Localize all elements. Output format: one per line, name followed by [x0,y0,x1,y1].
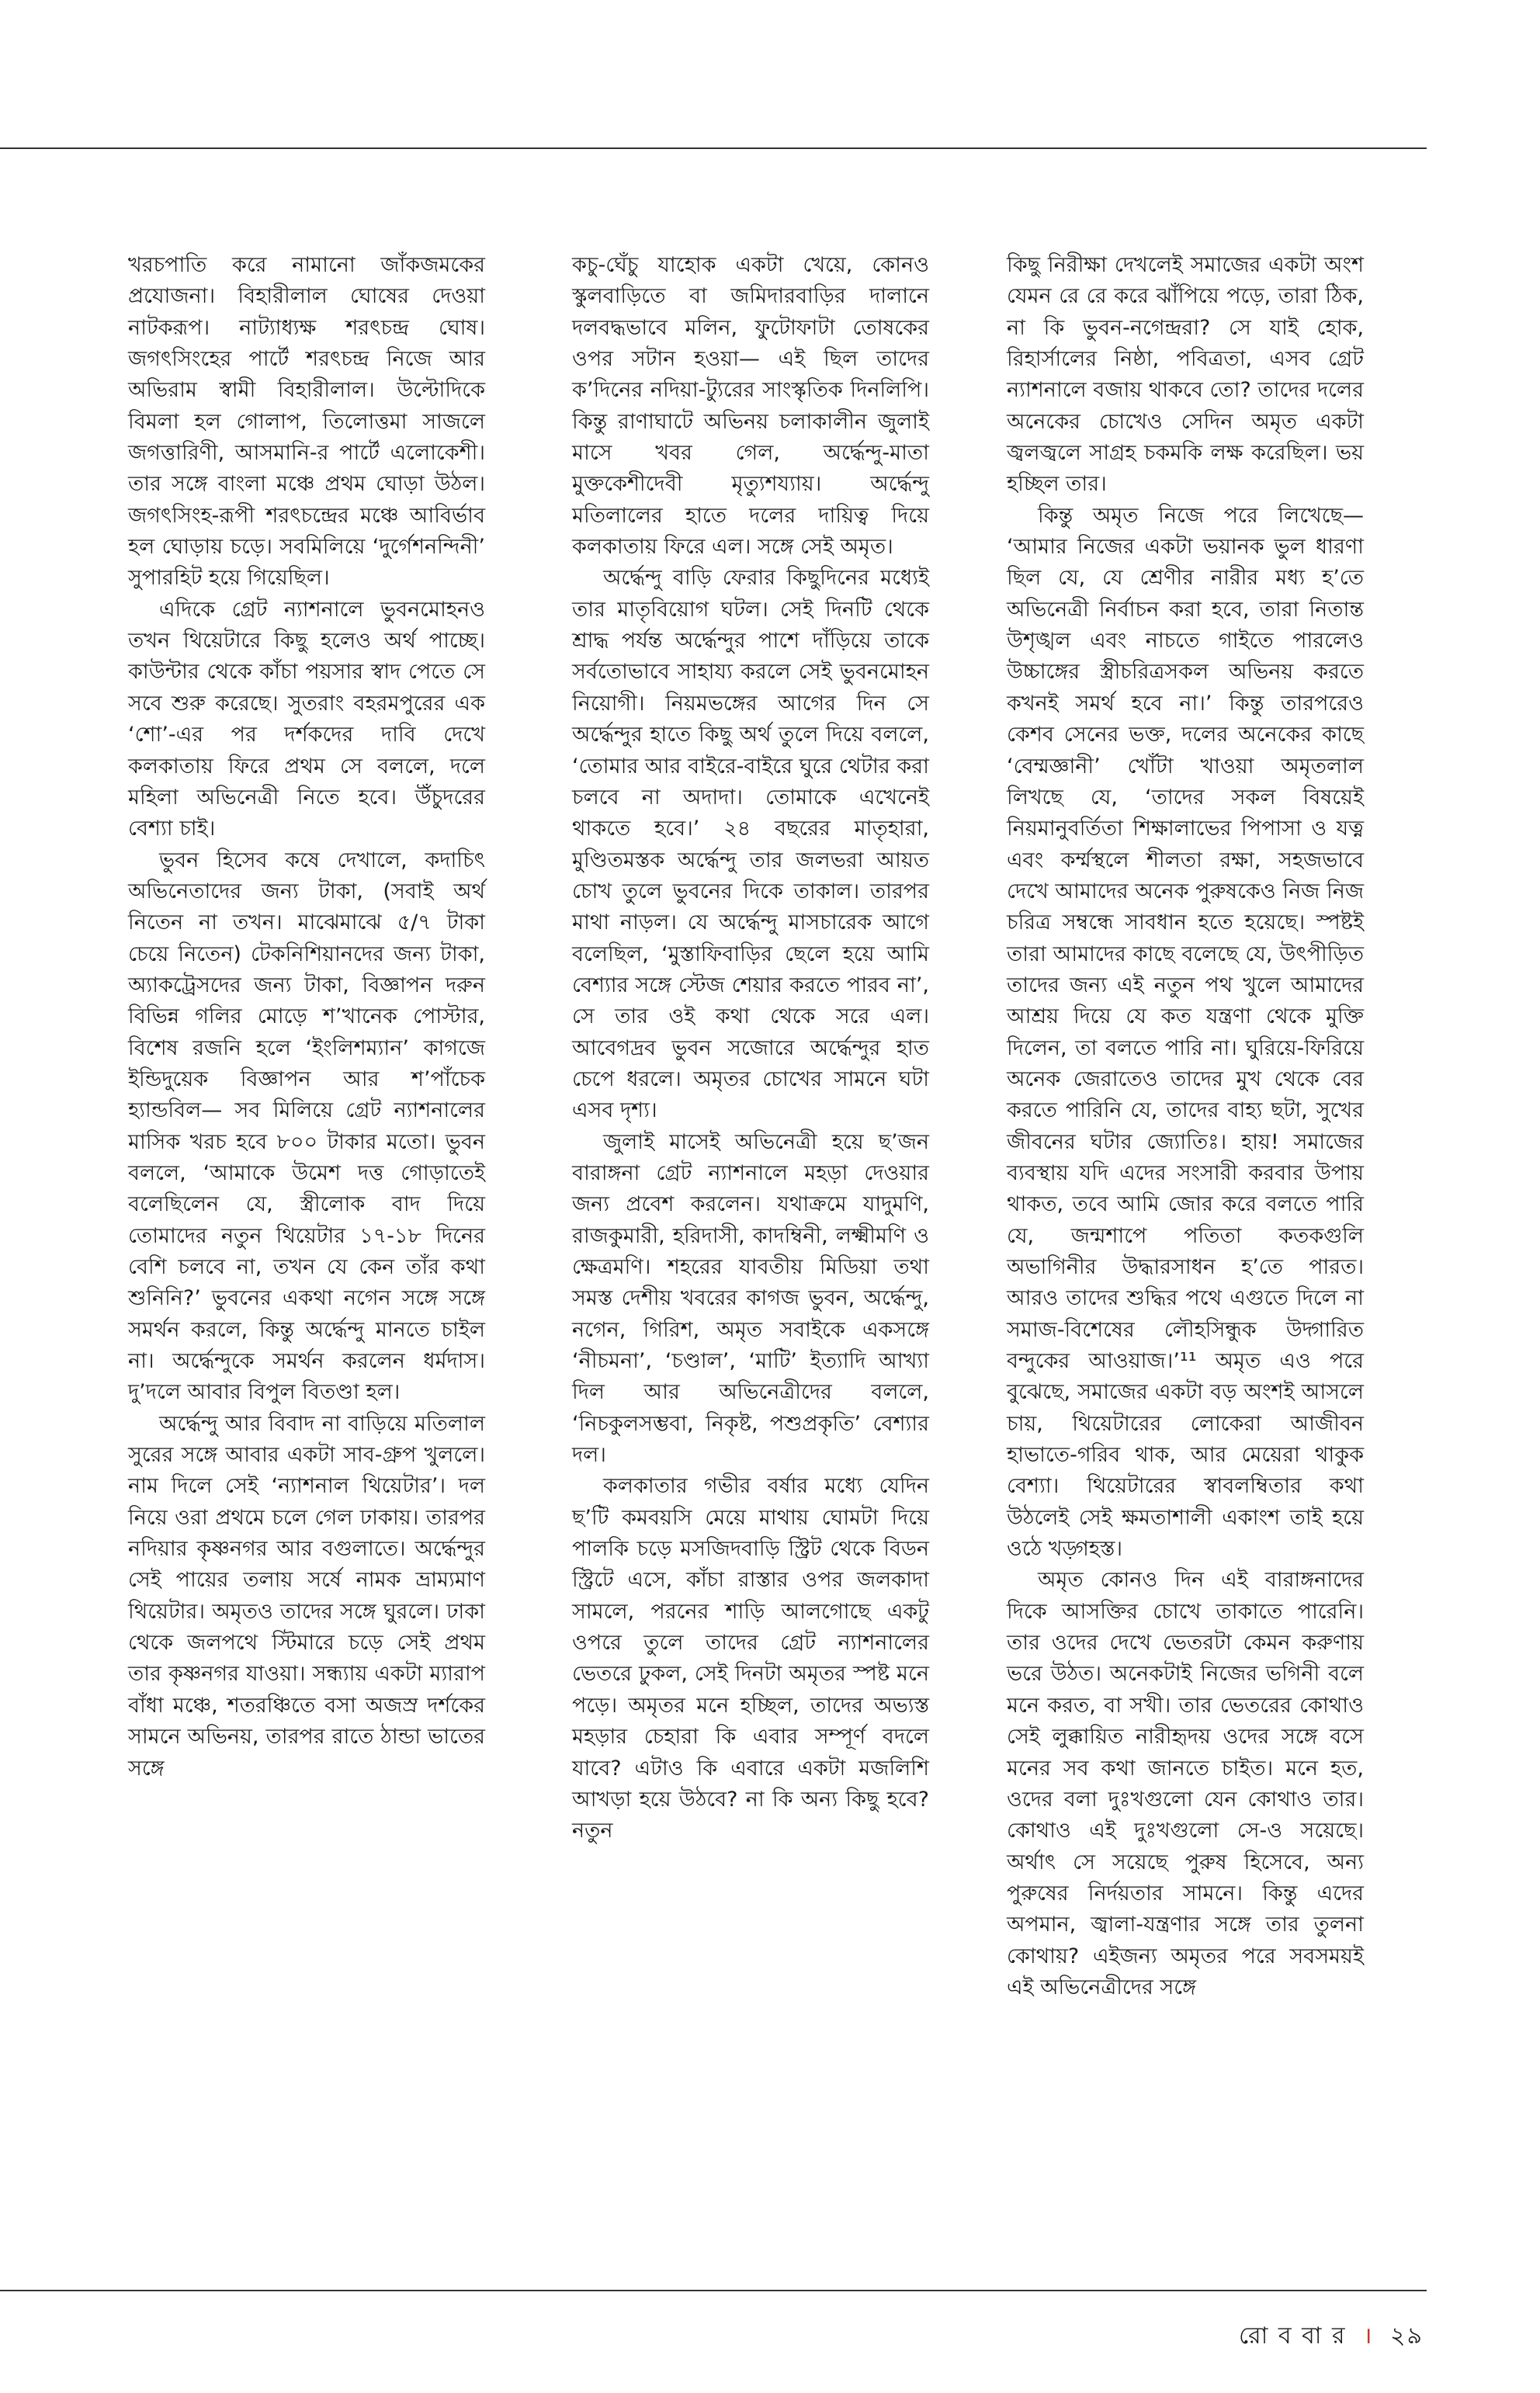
paragraph: ভুবন হিসেব কষে দেখালে, কদাচিৎ অভিনেতাদের জন্য টাকা, (সবাই অর্থ নিতেন না তখন। মাঝেমাঝে ৫/৭ টাকা চেয়ে নিতেন) টেকনিশিয়ানদের জন্য টাকা, অ্যাকট্রেসদের জন্য টাকা, বিজ্ঞাপন দরুন বিভিন্ন গলির মোড়ে শ’খানেক পোস্টার, বিশেষ রজনি হলে ‘ইংলিশম্যান’ কাগজে ইন্ডিদুয়েক বিজ্ঞাপন আর শ’পাঁচেক হ্যান্ডবিল— সব মিলিয়ে গ্রেট ন্যাশনালের মাসিক খরচ হবে ৮০০ টাকার মতো। ভুবন বললে, ‘আমাকে উমেশ দত্ত গোড়াতেই বলেছিলেন যে, স্ত্রীলোক বাদ দিয়ে তোমাদের নতুন থিয়েটার ১৭-১৮ দিনের বেশি চলবে না, তখন যে কেন তাঁর কথা শুনিনি?’ ভুবনের একথা নগেন সঙ্গে সঙ্গে সমর্থন করলে, কিন্তু অর্দ্ধেন্দু মানতে চাইল না। অর্দ্ধেন্দুকে সমর্থন করলেন ধর্মদাস। দু’দলে আবার বিপুল বিতণ্ডা হল। [128,848,485,1405]
text-column-2 [572,250,929,1847]
paragraph: অমৃত কোনও দিন এই বারাঙ্গনাদের দিকে আসক্তির চোখে তাকাতে পারেনি। তার ওদের দেখে ভেতরটা কেমন করুণায় ভরে উঠত। অনেকটাই নিজের ভগিনী বলে মনে করত, বা সখী। তার ভেতরের কোথাও সেই লুক্কায়িত নারীহৃদয় ওদের সঙ্গে বসে মনের সব কথা জানতে চাইত। মনে হত, ওদের বলা দুঃখগুলো যেন কোথাও তার। কোথাও এই দুঃখগুলো সে-ও সয়েছে। অর্থাৎ সে সয়েছে পুরুষ হিসেবে, অন্য পুরুষের নির্দয়তার সামনে। কিন্তু এদের অপমান, জ্বালা-যন্ত্রণার সঙ্গে তার তুলনা কোথায়? এইজন্য অমৃতর পরে সবসময়ই এই অভিনেত্রীদের সঙ্গে [1007,1568,1364,1999]
page-footer [1239,2317,1424,2357]
paragraph: জুলাই মাসেই অভিনেত্রী হয়ে ছ’জন বারাঙ্গনা গ্রেট ন্যাশনালে মহড়া দেওয়ার জন্য প্রবেশ করলেন। যথাক্রমে যাদুমণি, রাজকুমারী, হরিদাসী, কাদম্বিনী, লক্ষ্মীমণি ও ক্ষেত্রমণি। শহরের যাবতীয় মিডিয়া তথা সমস্ত দেশীয় খবরের কাগজ ভুবন, অর্দ্ধেন্দু, নগেন, গিরিশ, অমৃত সবাইকে একসঙ্গে ‘নীচমনা’, ‘চণ্ডাল’, ‘মাটি’ ইত্যাদি আখ্যা দিল আর অভিনেত্রীদের বললে, ‘নিচকুলসম্ভবা, নিকৃষ্ট, পশুপ্রকৃতি’ বেশ্যার দল। [572,1129,929,1468]
bottom-rule [0,2290,1427,2291]
paragraph: অর্দ্ধেন্দু বাড়ি ফেরার কিছুদিনের মধ্যেই তার মাতৃবিয়োগ ঘটল। সেই দিনটি থেকে শ্রাদ্ধ পর্যন্ত অর্দ্ধেন্দুর পাশে দাঁড়িয়ে তাকে সর্বতোভাবে সাহায্য করলে সেই ভুবনমোহন নিয়োগী। নিয়মভঙ্গের আগের দিন সে অর্দ্ধেন্দুর হাতে কিছু অর্থ তুলে দিয়ে বললে, ‘তোমার আর বাইরে-বাইরে ঘুরে থেটার করা চলবে না অদাদা। তোমাকে এখেনেই থাকতে হবে।’ ২৪ বছরের মাতৃহারা, মুণ্ডিতমস্তক অর্দ্ধেন্দু তার জলভরা আয়ত চোখ তুলে ভুবনের দিকে তাকাল। তারপর মাথা নাড়ল। যে অর্দ্ধেন্দু মাসচারেক আগে বলেছিল, ‘মুস্তাফিবাড়ির ছেলে হয়ে আমি বেশ্যার সঙ্গে স্টেজ শেয়ার করতে পারব না’, সে তার ওই কথা থেকে সরে এল। আবেগদ্রব ভুবন সজোরে অর্দ্ধেন্দুর হাত চেপে ধরলে। অমৃতর চোখের সামনে ঘটা এসব দৃশ্য। [572,566,929,1123]
paragraph: কিছু নিরীক্ষা দেখলেই সমাজের একটা অংশ যেমন রে রে করে ঝাঁপিয়ে পড়ে, তারা ঠিক, না কি ভুবন-নগেন্দ্ররা? সে যাই হোক, রিহার্সালের নিষ্ঠা, পবিত্রতা, এসব গ্রেট ন্যাশনালে বজায় থাকবে তো? তাদের দলের অনেকের চোখেও সেদিন অমৃত একটা জ্বলজ্বলে সাগ্রহ চকমকি লক্ষ করেছিল। ভয় হচ্ছিল তার। [1007,253,1364,497]
paragraph: অর্দ্ধেন্দু আর বিবাদ না বাড়িয়ে মতিলাল সুরের সঙ্গে আবার একটা সাব-গ্রুপ খুললে। নাম দিলে সেই ‘ন্যাশনাল থিয়েটার’। দল নিয়ে ওরা প্রথমে চলে গেল ঢাকায়। তারপর নদিয়ার কৃষ্ণনগর আর বগুলাতে। অর্দ্ধেন্দুর সেই পায়ের তলায় সর্ষে নামক ভ্রাম্যমাণ থিয়েটার। অমৃতও তাদের সঙ্গে ঘুরলে। ঢাকা থেকে জলপথে স্টিমারে চড়ে সেই প্রথম তার কৃষ্ণনগর যাওয়া। সন্ধ্যায় একটা ম্যারাপ বাঁধা মঞ্চে, শতরঞ্চিতে বসা অজস্র দর্শকের সামনে অভিনয়, তারপর রাতে ঠান্ডা ভাতের সঙ্গে [128,1411,485,1781]
paragraph: কচু-ঘেঁচু যাহোক একটা খেয়ে, কোনও স্কুলবাড়িতে বা জমিদারবাড়ির দালানে দলবদ্ধভাবে মলিন, ফুটোফাটা তোষকের ওপর সটান হওয়া— এই ছিল তাদের ক’দিনের নদিয়া-ট্যুরের সাংস্কৃতিক দিনলিপি। কিন্তু রাণাঘাটে অভিনয় চলাকালীন জুলাই মাসে খবর গেল, অর্দ্ধেন্দু-মাতা মুক্তকেশীদেবী মৃত্যুশয্যায়। অর্দ্ধেন্দু মতিলালের হাতে দলের দায়িত্ব দিয়ে কলকাতায় ফিরে এল। সঙ্গে সেই অমৃত। [572,253,929,560]
paragraph: এদিকে গ্রেট ন্যাশনালে ভুবনমোহনও তখন থিয়েটারে কিছু হলেও অর্থ পাচ্ছে। কাউন্টার থেকে কাঁচা পয়সার স্বাদ পেতে সে সবে শুরু করেছে। সুতরাং বহরমপুরের এক ‘শো’-এর পর দর্শকদের দাবি দেখে কলকাতায় ফিরে প্রথম সে বললে, দলে মহিলা অভিনেত্রী নিতে হবে। উঁচুদরের বেশ্যা চাই। [128,597,485,841]
paragraph: কলকাতার গভীর বর্ষার মধ্যে যেদিন ছ’টি কমবয়সি মেয়ে মাথায় ঘোমটা দিয়ে পালকি চড়ে মসজিদবাড়ি স্ট্রিট থেকে বিডন স্ট্রিটে এসে, কাঁচা রাস্তার ওপর জলকাদা সামলে, পরনের শাড়ি আলগোছে একটু ওপরে তুলে তাদের গ্রেট ন্যাশনালের ভেতরে ঢুকল, সেই দিনটা অমৃতর স্পষ্ট মনে পড়ে। অমৃতর মনে হচ্ছিল, তাদের অভ্যস্ত মহড়ার চেহারা কি এবার সম্পূর্ণ বদলে যাবে? এটাও কি এবারে একটা মজলিশি আখড়া হয়ে উঠবে? না কি অন্য কিছু হবে? নতুন [572,1474,929,1843]
paragraph: কিন্তু অমৃত নিজে পরে লিখেছে— ‘আমার নিজের একটা ভয়ানক ভুল ধারণা ছিল যে, যে শ্রেণীর নারীর মধ্য হ’তে অভিনেত্রী নির্বাচন করা হবে, তারা নিতান্ত উশৃঙ্খল এবং নাচতে গাইতে পারলেও উচ্চাঙ্গের স্ত্রীচরিত্রসকল অভিনয় করতে কখনই সমর্থ হবে না।’ কিন্তু তারপরেও কেশব সেনের ভক্ত, দলের অনেকের কাছে ‘বেম্মজ্ঞানী’ খোঁটা খাওয়া অমৃতলাল লিখছে যে, ‘তাদের সকল বিষয়েই নিয়মানুবর্তিতা শিক্ষালাভের পিপাসা ও যত্ন এবং কর্ম্মস্থলে শীলতা রক্ষা, সহজভাবে দেখে আমাদের অনেক পুরুষকেও নিজ নিজ চরিত্র সম্বন্ধে সাবধান হতে হয়েছে। স্পষ্টই তারা আমাদের কাছে বলেছে যে, উৎপীড়িত তাদের জন্য এই নতুন পথ খুলে আমাদের আশ্রয় দিয়ে যে কত যন্ত্রণা থেকে মুক্তি দিলেন, তা বলতে পারি না। ঘুরিয়ে-ফিরিয়ে অনেক জেরাতেও তাদের মুখ থেকে বের করতে পারিনি যে, তাদের বাহ্য ছটা, সুখের জীবনের ঘটার জ্যোতিঃ। হায়! সমাজের ব্যবস্থায় যদি এদের সংসারী করবার উপায় থাকত, তবে আমি জোর করে বলতে পারি যে, জন্মশাপে পতিতা কতকগুলি অভাগিনীর উদ্ধারসাধন হ’তে পারত। আরও তাদের শুদ্ধির পথে এগুতে দিলে না সমাজ-বিশেষের লৌহসিন্ধুক উদ্গারিত বন্দুকের আওয়াজ।’¹¹ অমৃত এও পরে বুঝেছে, সমাজের একটা বড় অংশই আসলে চায়, থিয়েটারের লোকেরা আজীবন হাভাতে-গরিব থাক, আর মেয়েরা থাকুক বেশ্যা। থিয়েটারের স্বাবলম্বিতার কথা উঠলেই সেই ক্ষমতাশালী একাংশ তাই হয়ে ওঠে খড়্গহস্ত। [1007,503,1364,1562]
page-number: ২৯ [1390,2322,1424,2350]
magazine-name: রো ব বা র [1238,2322,1347,2350]
footer-separator: । [1363,2322,1374,2350]
top-rule [0,147,1427,149]
text-column-1 [128,250,485,1784]
text-column-3 [1007,250,1364,2003]
paragraph: খরচপাতি করে নামানো জাঁকজমকের প্রযোজনা। বিহারীলাল ঘোষের দেওয়া নাটকরূপ। নাট্যাধ্যক্ষ শরৎচন্দ্র ঘোষ। জগৎসিংহের পার্টে শরৎচন্দ্র নিজে আর অভিরাম স্বামী বিহারীলাল। উল্টোদিকে বিমলা হল গোলাপ, তিলোত্তমা সাজলে জগত্তারিণী, আসমানি-র পার্টে এলোকেশী। তার সঙ্গে বাংলা মঞ্চে প্রথম ঘোড়া উঠল। জগৎসিংহ-রূপী শরৎচন্দ্রের মঞ্চে আবির্ভাব হল ঘোড়ায় চড়ে। সবমিলিয়ে ‘দুর্গেশনন্দিনী’ সুপারহিট হয়ে গিয়েছিল। [128,253,485,591]
